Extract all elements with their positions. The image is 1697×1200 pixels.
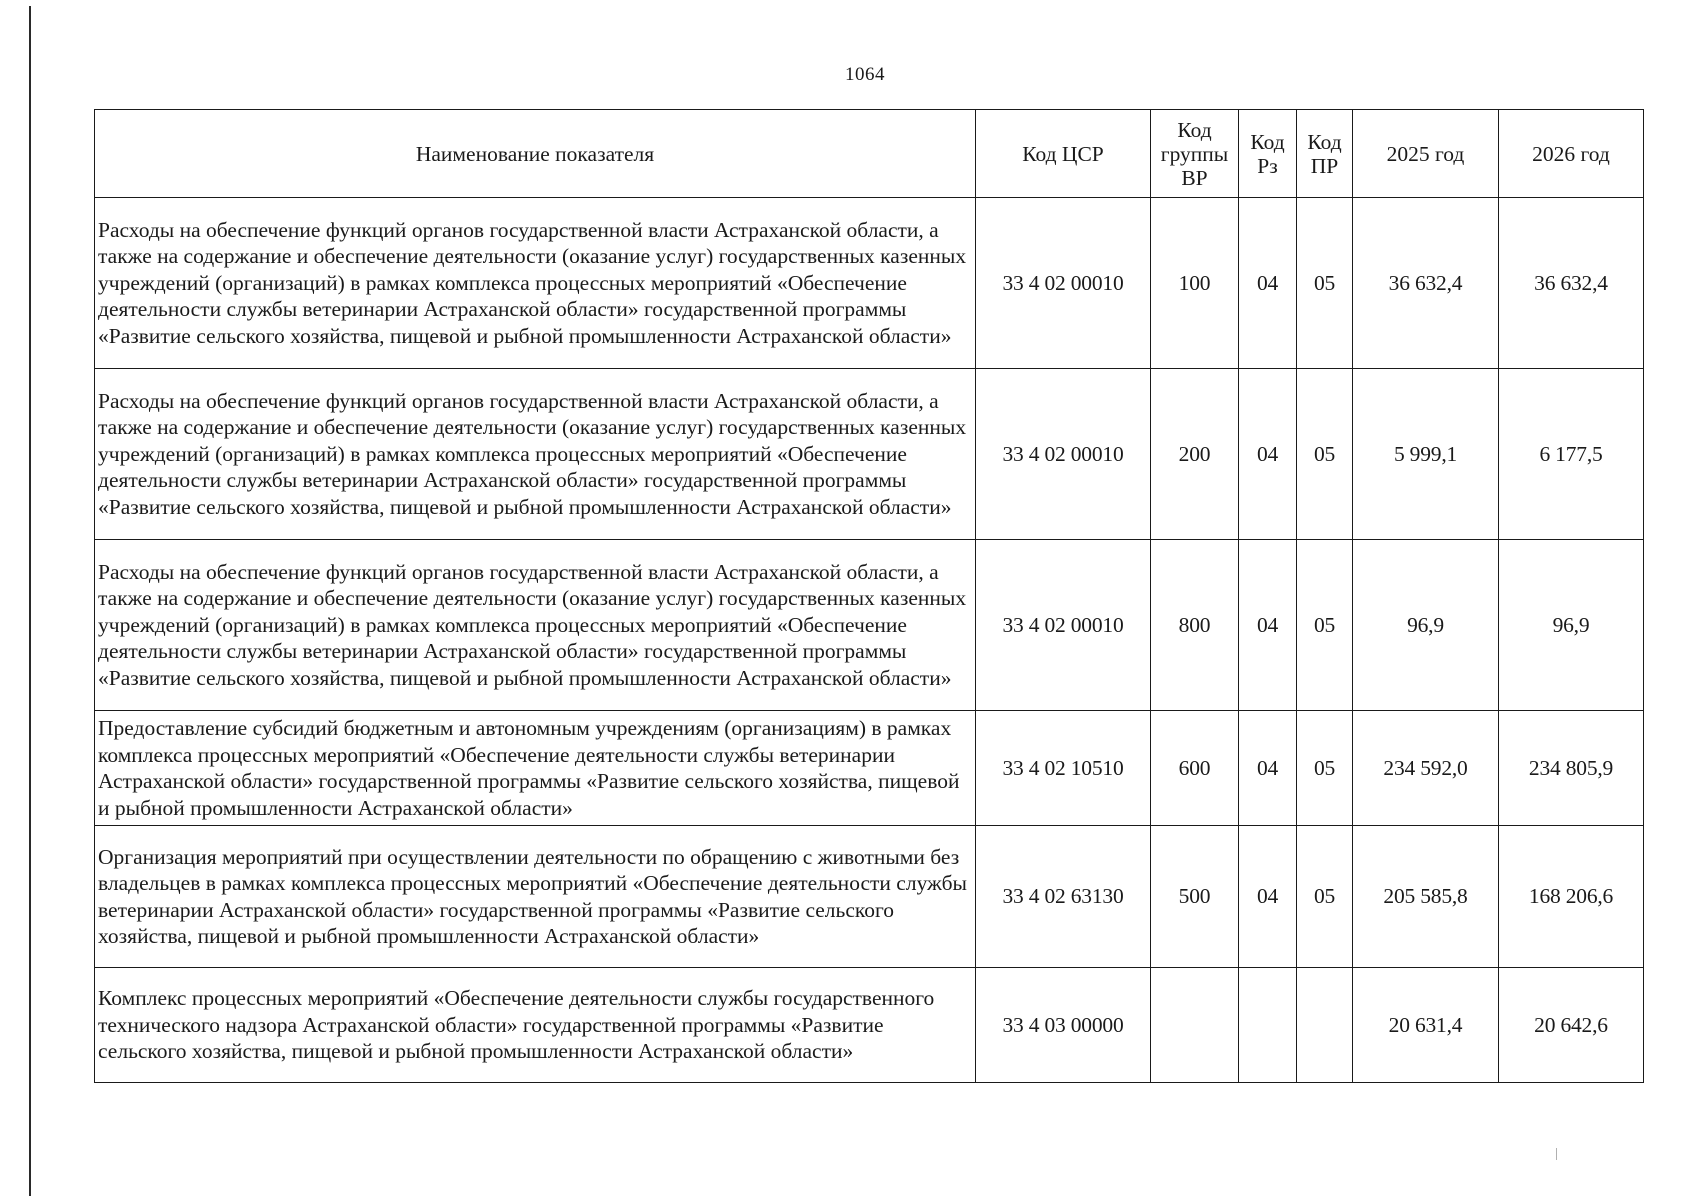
header-name: Наименование показателя (95, 110, 976, 198)
page-number: 1064 (845, 64, 885, 85)
cell-csr: 33 4 03 00000 (976, 968, 1151, 1083)
cell-csr: 33 4 02 10510 (976, 711, 1151, 826)
table-row (95, 826, 1644, 968)
table-row (95, 369, 1644, 540)
cell-2025: 36 632,4 (1353, 198, 1499, 369)
cell-vr: 100 (1151, 198, 1239, 369)
cell-csr: 33 4 02 00010 (976, 540, 1151, 711)
cell-pr: 05 (1297, 198, 1353, 369)
header-2025: 2025 год (1353, 110, 1499, 198)
cell-2026: 96,9 (1499, 540, 1644, 711)
cell-rz (1239, 968, 1297, 1083)
cell-pr: 05 (1297, 369, 1353, 540)
cell-name: Расходы на обеспечение функций органов государственной власти Астраханской области, а также на содержание и обеспечение деятельности (оказание услуг) государственных казенных учреждений (организаций) в рамках комплекса процессных мероприятий «Обеспечение деятельности службы ветеринарии Астраханской области» государственной программы «Развитие сельского хозяйства, пищевой и рыбной промышленности Астраханской области» (95, 198, 976, 369)
cell-rz: 04 (1239, 369, 1297, 540)
cell-csr: 33 4 02 00010 (976, 198, 1151, 369)
cell-name: Организация мероприятий при осуществлении деятельности по обращению с животными без владельцев в рамках комплекса процессных мероприятий «Обеспечение деятельности службы ветеринарии Астраханской области» государственной программы «Развитие сельского хозяйства, пищевой и рыбной промышленности Астраханской области» (95, 826, 976, 968)
cell-rz: 04 (1239, 711, 1297, 826)
scan-speck-mark (1556, 1148, 1557, 1160)
budget-table (94, 109, 1644, 1083)
cell-pr (1297, 968, 1353, 1083)
table-row (95, 968, 1644, 1083)
cell-csr: 33 4 02 00010 (976, 369, 1151, 540)
cell-2026: 6 177,5 (1499, 369, 1644, 540)
cell-vr: 200 (1151, 369, 1239, 540)
budget-table-container (94, 109, 1643, 1083)
header-csr: Код ЦСР (976, 110, 1151, 198)
cell-vr: 600 (1151, 711, 1239, 826)
cell-rz: 04 (1239, 826, 1297, 968)
cell-pr: 05 (1297, 826, 1353, 968)
cell-name: Расходы на обеспечение функций органов государственной власти Астраханской области, а также на содержание и обеспечение деятельности (оказание услуг) государственных казенных учреждений (организаций) в рамках комплекса процессных мероприятий «Обеспечение деятельности службы ветеринарии Астраханской области» государственной программы «Развитие сельского хозяйства, пищевой и рыбной промышленности Астраханской области» (95, 369, 976, 540)
cell-2026: 234 805,9 (1499, 711, 1644, 826)
cell-2025: 234 592,0 (1353, 711, 1499, 826)
cell-pr: 05 (1297, 540, 1353, 711)
header-pr: Код ПР (1297, 110, 1353, 198)
cell-vr: 800 (1151, 540, 1239, 711)
cell-2025: 20 631,4 (1353, 968, 1499, 1083)
binding-margin-line (29, 6, 31, 1196)
cell-2026: 36 632,4 (1499, 198, 1644, 369)
table-row (95, 198, 1644, 369)
cell-2025: 205 585,8 (1353, 826, 1499, 968)
cell-2025: 96,9 (1353, 540, 1499, 711)
cell-rz: 04 (1239, 540, 1297, 711)
cell-name: Комплекс процессных мероприятий «Обеспечение деятельности службы государственного технического надзора Астраханской области» государственной программы «Развитие сельского хозяйства, пищевой и рыбной промышленности Астраханской области» (95, 968, 976, 1083)
cell-vr: 500 (1151, 826, 1239, 968)
header-rz: Код Рз (1239, 110, 1297, 198)
cell-2025: 5 999,1 (1353, 369, 1499, 540)
cell-name: Расходы на обеспечение функций органов государственной власти Астраханской области, а также на содержание и обеспечение деятельности (оказание услуг) государственных казенных учреждений (организаций) в рамках комплекса процессных мероприятий «Обеспечение деятельности службы ветеринарии Астраханской области» государственной программы «Развитие сельского хозяйства, пищевой и рыбной промышленности Астраханской области» (95, 540, 976, 711)
cell-csr: 33 4 02 63130 (976, 826, 1151, 968)
table-row (95, 711, 1644, 826)
table-row (95, 540, 1644, 711)
header-2026: 2026 год (1499, 110, 1644, 198)
cell-2026: 20 642,6 (1499, 968, 1644, 1083)
cell-vr (1151, 968, 1239, 1083)
header-vr: Код группы ВР (1151, 110, 1239, 198)
cell-pr: 05 (1297, 711, 1353, 826)
cell-rz: 04 (1239, 198, 1297, 369)
cell-name: Предоставление субсидий бюджетным и автономным учреждениям (организациям) в рамках комплекса процессных мероприятий «Обеспечение деятельности службы ветеринарии Астраханской области» государственной программы «Развитие сельского хозяйства, пищевой и рыбной промышленности Астраханской области» (95, 711, 976, 826)
table-header-row (95, 110, 1644, 198)
cell-2026: 168 206,6 (1499, 826, 1644, 968)
